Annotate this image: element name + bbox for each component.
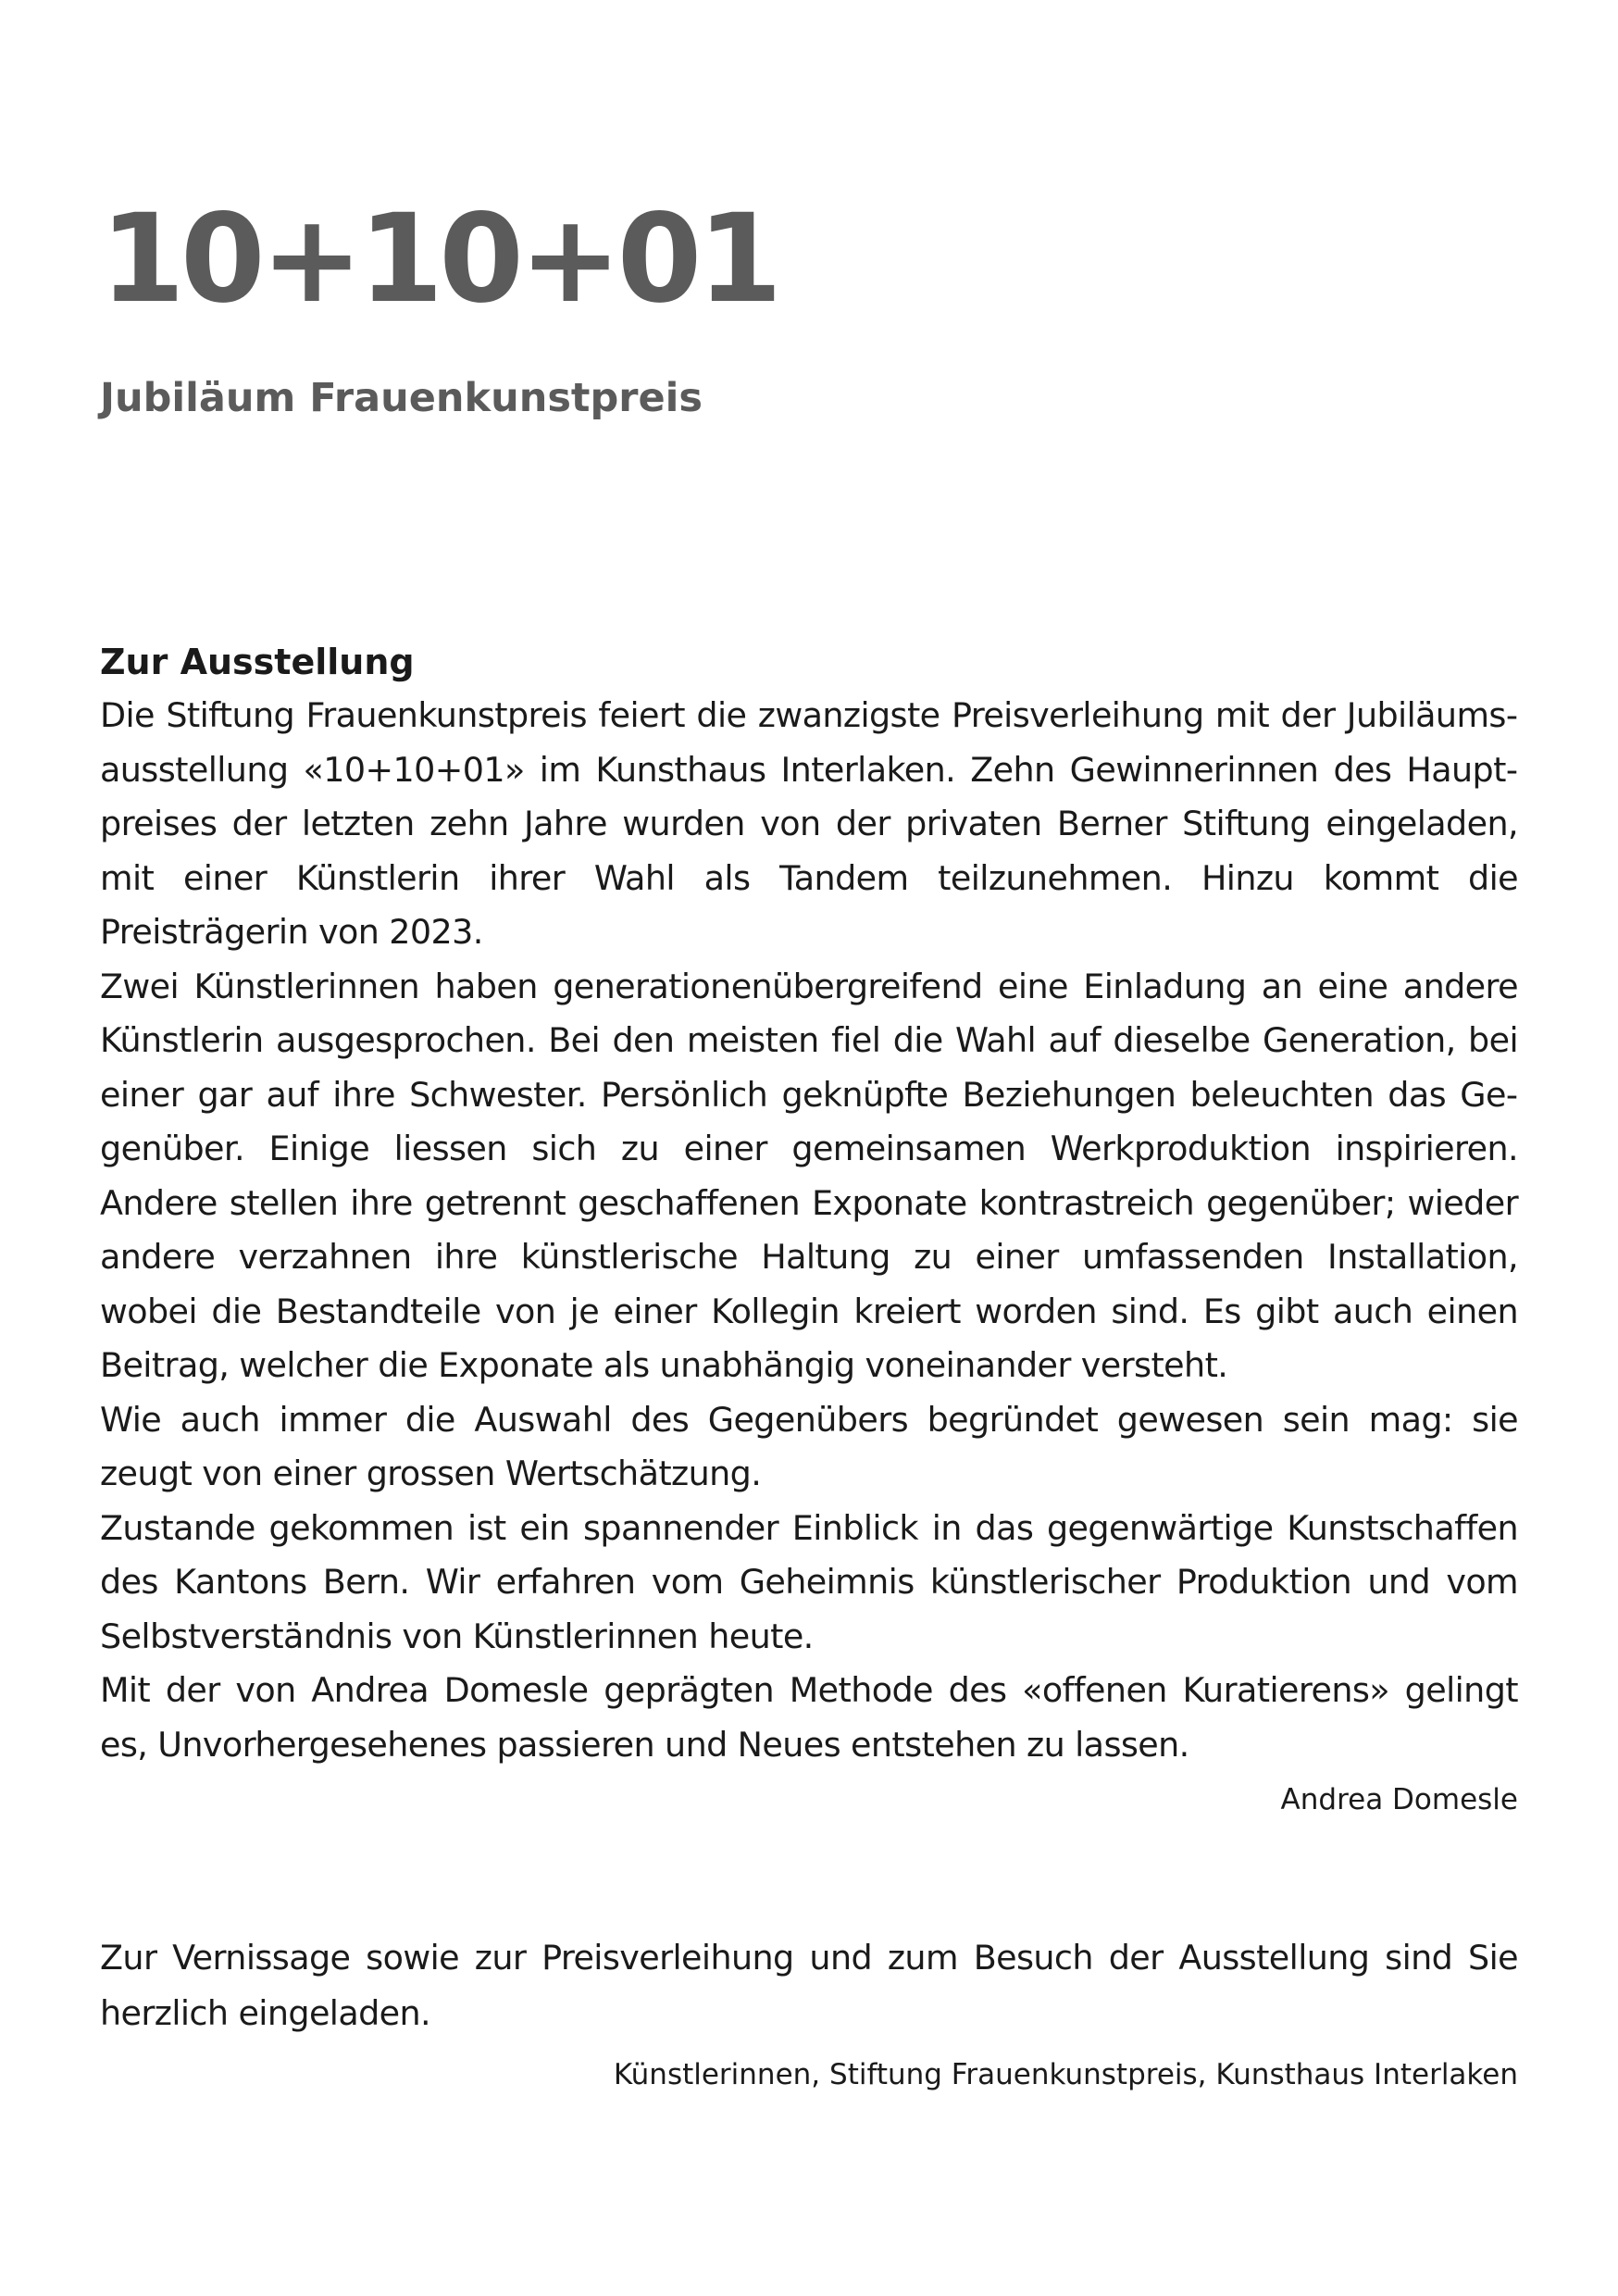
article-paragraph: Wie auch immer die Auswahl des Gegenübers begründet gewesen sein mag: sie zeugt von einer grossen Wertschätzung. [100, 1399, 1518, 1493]
article-author: Andrea Domesle [1280, 1783, 1518, 1816]
article-paragraph: Mit der von Andrea Domesle geprägten Methode des «offenen Kuratierens» gelingt es, Unvorhergesehenes passieren und Neues entstehen zu lassen. [100, 1670, 1518, 1765]
article-paragraph: Zwei Künstlerinnen haben generationenübergreifend eine Einladung an eine andere Künstlerin ausgesprochen. Bei den meisten fiel die Wahl auf dieselbe Generation, bei einer gar auf ihre Schwester. Persönlich geknüpfte Beziehungen beleuchten das Gegenüber. Einige liessen sich zu einer gemeinsamen Werkproduktion inspirieren. Andere stellen ihre getrennt geschaffenen Exponate kontrastreich gegenüber; wieder andere verzahnen ihre künstlerische Haltung zu einer umfassenden Installation, wobei die Bestandteile von je einer Kollegin kreiert worden sind. Es gibt auch einen Beitrag, welcher die Exponate als unabhängig voneinander versteht. [100, 966, 1518, 1385]
article-paragraph: Die Stiftung Frauenkunstpreis feiert die zwanzigste Preisverleihung mit der Jubiläumsausstellung «10+10+01» im Kunsthaus Interlaken. Zehn Gewinnerinnen des Hauptpreises der letzten zehn Jahre wurden von der privaten Berner Stiftung eingeladen, mit einer Künstlerin ihrer Wahl als Tandem teilzunehmen. Hinzu kommt die Preisträgerin von 2023. [100, 695, 1518, 952]
page-subtitle: Jubiläum Frauenkunstpreis [100, 375, 703, 421]
invitation-text: Zur Vernissage sowie zur Preisverleihung und zum Besuch der Ausstellung sind Sie herzlich eingeladen. [100, 1938, 1518, 2033]
article-paragraph: Zustande gekommen ist ein spannender Einblick in das gegenwärtige Kunstschaffen des Kantons Bern. Wir erfahren vom Geheimnis künstlerischer Produktion und vom Selbstverständnis von Künstlerinnen heute. [100, 1507, 1518, 1656]
exhibition-article [100, 635, 1518, 1820]
article-body [100, 689, 1518, 1772]
page-title: 10+10+01 [100, 188, 778, 331]
invitation-block [100, 1930, 1518, 2095]
section-heading: Zur Ausstellung [100, 642, 415, 682]
invitation-signature: Künstlerinnen, Stiftung Frauenkunstpreis, Kunsthaus Interlaken [613, 2058, 1518, 2091]
